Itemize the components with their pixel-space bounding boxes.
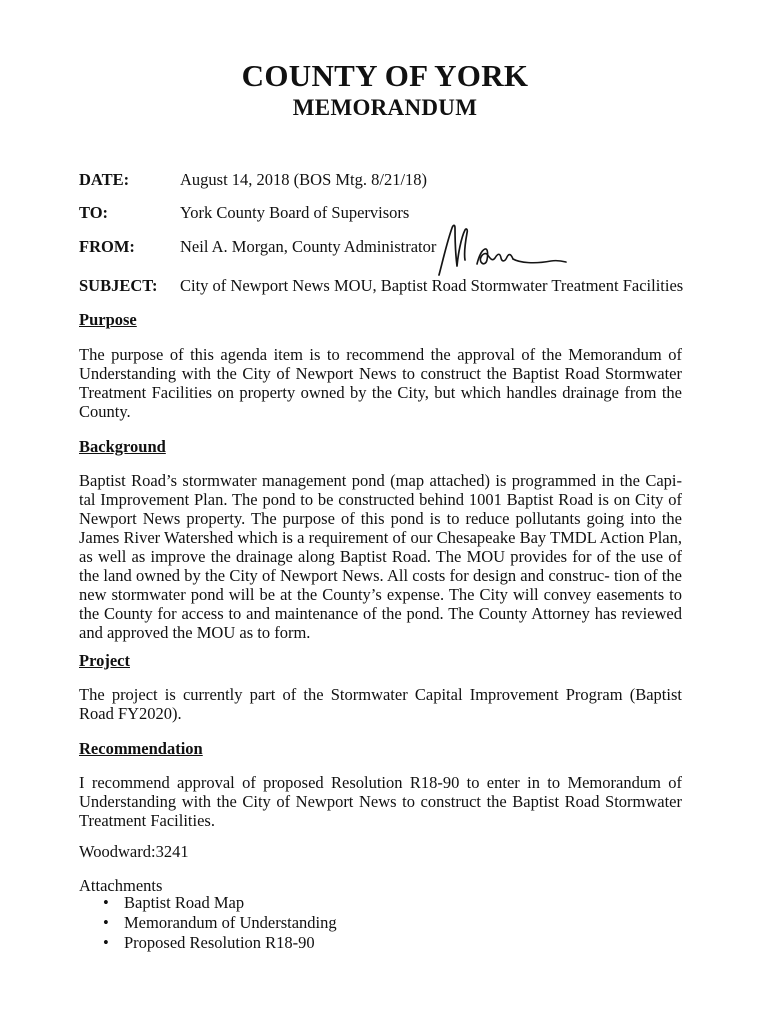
project-paragraph: The project is currently part of the Stormwater Capital Improvement Program (Baptist Road FY2020). xyxy=(79,685,682,723)
document-title: COUNTY OF YORK xyxy=(241,58,529,93)
subject-label: SUBJECT: xyxy=(79,276,158,295)
background-paragraph: Baptist Road’s stormwater management pond (map attached) is programmed in the Capi- tal Improvement Plan. The pond to be constructed behind 1001 Baptist Road is on City of Newport News property. The purpose of this pond is to reduce pollutants going into the James River Watershed which is a requirement of our Chesapeake Bay TMDL Action Plan, as well as improve the drainage along Baptist Road. The MOU provides for of the use of the land owned by the City of Newport News. All costs for design and construc- tion of the new stormwater pond will be at the County’s expense. The City will convey easements to the County for access to and maintenance of the pond. The County Attorney has reviewed and approved the MOU as to form. xyxy=(79,471,682,642)
attachment-item-label: Proposed Resolution R18-90 xyxy=(124,933,315,952)
attachments-label: Attachments xyxy=(79,876,163,895)
from-label: FROM: xyxy=(79,237,135,256)
attachment-item xyxy=(103,893,337,913)
from-row xyxy=(79,237,436,257)
background-heading: Background xyxy=(79,437,166,456)
recommendation-paragraph: I recommend approval of proposed Resolution R18-90 to enter in to Memorandum of Understanding with the City of Newport News to construct the Baptist Road Stormwater Treatment Facilities. xyxy=(79,773,682,830)
reference-code: Woodward:3241 xyxy=(79,842,189,861)
purpose-heading: Purpose xyxy=(79,310,137,329)
recommendation-heading: Recommendation xyxy=(79,739,203,758)
attachments-list xyxy=(103,893,337,953)
bullet-icon: • xyxy=(103,913,109,932)
subject-row xyxy=(79,276,683,296)
attachment-item xyxy=(103,913,337,933)
project-heading: Project xyxy=(79,651,130,670)
subject-value: City of Newport News MOU, Baptist Road Stormwater Treatment Facilities xyxy=(180,276,684,295)
attachment-item xyxy=(103,933,337,953)
to-label: TO: xyxy=(79,203,109,222)
from-value: Neil A. Morgan, County Administrator xyxy=(180,237,437,256)
signature-icon xyxy=(425,220,575,280)
document-subtitle: MEMORANDUM xyxy=(292,95,478,120)
date-value: August 14, 2018 (BOS Mtg. 8/21/18) xyxy=(180,170,428,189)
attachment-item-label: Baptist Road Map xyxy=(124,893,245,912)
purpose-paragraph: The purpose of this agenda item is to recommend the approval of the Memorandum of Understanding with the City of Newport News to construct the Baptist Road Stormwater Treatment Facilities on property owned by the City, but which handles drainage from the County. xyxy=(79,345,682,421)
date-label: DATE: xyxy=(79,170,130,189)
attachment-item-label: Memorandum of Understanding xyxy=(124,913,337,932)
to-row xyxy=(79,203,409,223)
bullet-icon: • xyxy=(103,933,109,952)
to-value: York County Board of Supervisors xyxy=(180,203,410,222)
date-row xyxy=(79,170,427,190)
bullet-icon: • xyxy=(103,893,109,912)
